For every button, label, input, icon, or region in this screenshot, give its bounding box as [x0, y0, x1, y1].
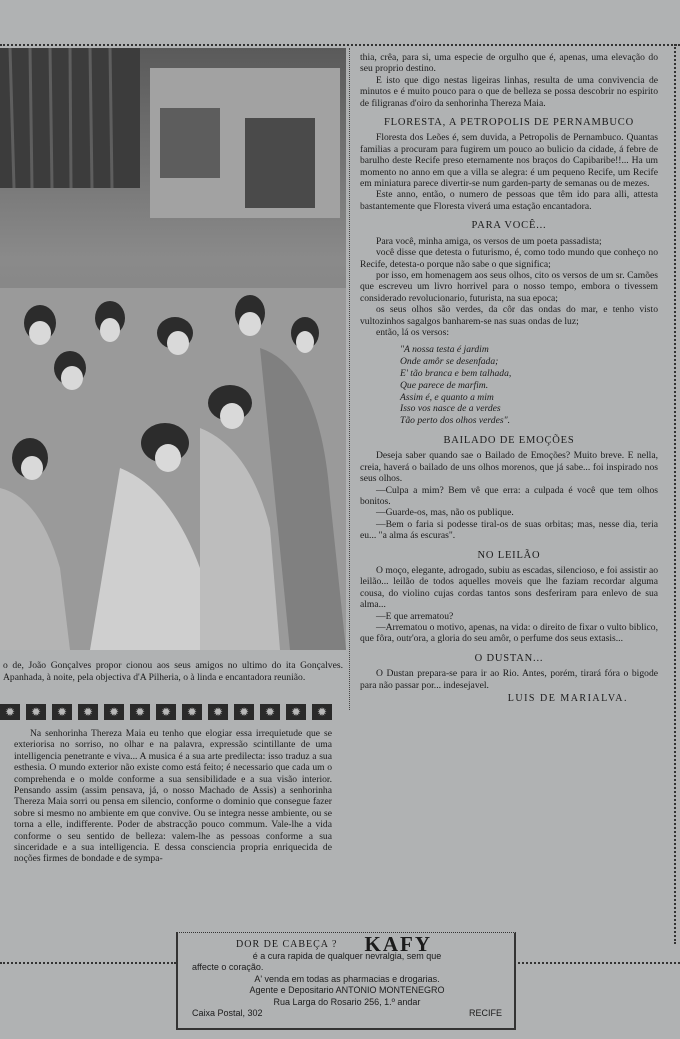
- star-icon: ✹: [234, 704, 254, 720]
- article-paragraph: Para você, minha amiga, os versos de um poeta passadista;: [376, 235, 602, 247]
- right-article-column: [360, 52, 658, 704]
- ad-city: RECIFE: [468, 1008, 502, 1018]
- verse-line: Isso vos nasce de a verdes: [400, 403, 501, 415]
- star-icon: ✹: [104, 704, 124, 720]
- verse-line: Assim é, e quanto a mim: [400, 391, 494, 403]
- star-icon: ✹: [26, 704, 46, 720]
- article-paragraph: os seus olhos são verdes, da côr das ondas do mar, e tenho visto vultozinhos sagalgos banharem-se nas suas ondas de luz;: [360, 304, 658, 327]
- section-heading-dustan: O DUSTAN...: [474, 652, 544, 664]
- article-paragraph: Na senhorinha Thereza Maia eu tenho que elogiar essa irrequietude que se exteriorisa no sorriso, no olhar e na palavra, expressão scintillante de uma intelligencia penetrante e viva... A musica é a sua arte predilecta: isso traduz a sua esthesia. O mundo exterior não existe como está feito; é necessario que cada um o comprehenda e o molde conforme a sua sensibilidade e a sua visão interior. Pensando assim (assim pensava, já, o nosso Machado de Assis) a senhorinha Thereza Maia sorri ou pensa em silencio, conforme o dominio que consegue fazer sobre si mesmo no ambiente em que convive. Ou se integra nesse ambiente, ou se torna a elle, indifferente. Poder de abstracção pouco commum. Vale-lhe a vida conforme o seu sentido de belleza: valem-lhe as pessoas conforme a sua sinceridade e a sua intelligencia. E dessa consciencia propria enriquecida de noções firmes de bondade e de sympa-: [14, 728, 332, 865]
- ad-question: DOR DE CABEÇA ?: [236, 939, 338, 950]
- top-dotted-rule: [0, 44, 680, 46]
- star-icon: ✹: [182, 704, 202, 720]
- ad-text-line: A' venda em todas as pharmacias e drogarias.: [254, 973, 440, 984]
- verse-line: Que parece de marfim.: [400, 379, 489, 391]
- star-icon: ✹: [156, 704, 176, 720]
- ad-text-line: Rua Larga do Rosario 256, 1.º andar: [273, 996, 421, 1007]
- article-paragraph: por isso, em homenagem aos seus olhos, cito os versos de um sr. Camões que escreveu um livro horrivel para o nosso tempo, embora o tivessem considerado revolucionario, futurista, na sua epoca;: [360, 269, 658, 304]
- verse-line: Tão perto dos olhos verdes".: [400, 415, 510, 427]
- ad-text-line: Agente e Depositario ANTONIO MONTENEGRO: [249, 985, 445, 995]
- ad-text-line: é a cura rapida de qualquer nevralgia, sem que: [252, 950, 442, 961]
- article-paragraph: O Dustan prepara-se para ir ao Rio. Antes, porém, tirará fóra o bigode para não passar por... indesejavel.: [360, 668, 658, 691]
- star-icon: ✹: [260, 704, 280, 720]
- ad-footer: [192, 1008, 502, 1020]
- bottom-dotted-rule-right: [518, 962, 680, 964]
- article-paragraph: thia, crêa, para si, uma especie de orgulho que é, apenas, uma elevação do seu proprio destino.: [360, 52, 658, 75]
- star-icon: ✹: [52, 704, 72, 720]
- article-paragraph: Deseja saber quando sae o Bailado de Emoções? Muito breve. E nella, creia, haverá o bailado de uns olhos morenos, que já sabe... foi inspirado nos seus olhos.: [360, 450, 658, 485]
- verse-line: E' tão branca e bem talhada,: [400, 367, 512, 379]
- article-paragraph: —Bem o faria si podesse tiral-os de suas orbitas; mas, nesse dia, teria eu... "a alma ás escuras".: [360, 518, 658, 542]
- article-paragraph: —Culpa a mim? Bem vê que erra: a culpada é você que tem olhos bonitos.: [360, 484, 658, 507]
- right-dotted-rule: [674, 44, 676, 944]
- verse-line: "A nossa testa é jardim: [400, 344, 489, 356]
- section-heading-floresta: FLORESTA, A PETROPOLIS DE PERNAMBUCO: [384, 117, 634, 129]
- author-signature: LUIS DE MARIALVA.: [507, 693, 628, 705]
- star-icon: ✹: [78, 704, 98, 720]
- ad-brand-name: KAFY: [364, 932, 432, 956]
- article-paragraph: —Arrematou o motivo, apenas, na vida: o direito de fixar o vulto biblico, que fôra, outr'ora, a gloria do seu amôr, o perfume dos seus extasis...: [360, 622, 658, 645]
- star-icon: ✹: [130, 704, 150, 720]
- section-heading-bailado: BAILADO DE EMOÇÕES: [443, 434, 575, 446]
- kafy-advertisement: [176, 932, 516, 1030]
- photo-caption: o de, João Gonçalves propor cionou aos seus amigos no ultimo do ita Gonçalves. Apanhada, à noite, pela objectiva d'A Pilheria, o à linda e encantadora reunião.: [3, 660, 343, 683]
- poem-verse: [400, 344, 658, 427]
- section-heading-leilao: NO LEILÃO: [477, 549, 541, 561]
- decorative-star-border: [0, 704, 350, 722]
- ad-text-line: affecte o coração.: [192, 962, 264, 972]
- article-paragraph: Este anno, então, o numero de pessoas que têm ido para alli, attesta bastantemente que Floresta viverá uma estação encantadora.: [360, 189, 658, 212]
- article-paragraph: então, lá os versos:: [376, 326, 450, 338]
- star-icon: ✹: [208, 704, 228, 720]
- article-paragraph: você disse que detesta o futurismo, é, como todo mundo que conheço no Recife, detesta-o porque não sabe o que significa;: [360, 247, 658, 270]
- star-icon: ✹: [0, 704, 20, 720]
- article-paragraph: E isto que digo nestas ligeiras linhas, resulta de uma convivencia de minutos e é muito pouco para o que de belleza se possa descobrir no espirito de filigranas d'oiro da senhorinha Thereza Maia.: [360, 74, 658, 109]
- article-paragraph: —Guarde-os, mas, não os publique.: [376, 507, 514, 519]
- ad-postbox: Caixa Postal, 302: [192, 1008, 263, 1018]
- left-article-column: [14, 728, 332, 865]
- star-icon: ✹: [286, 704, 306, 720]
- verse-line: Onde amôr se desenfada;: [400, 356, 499, 368]
- section-heading-para-voce: PARA VOCÊ...: [471, 220, 547, 232]
- article-paragraph: Floresta dos Leões é, sem duvida, a Petropolis de Pernambuco. Quantas familias a procuram para fugirem um pouco ao bulicio da cidade, á febre de barulho deste Recife preso eternamente nos braços do Capibaribe!!... Ha um momento no anno em que a villa se alegra: é um pequeno Recife, um Recife em miniatura parece divertir-se num garden-party de semanas ou de mezes.: [360, 132, 658, 190]
- column-divider: [349, 48, 350, 710]
- article-paragraph: O moço, elegante, adrogado, subiu as escadas, silencioso, e foi assistir ao leilão... leilão de todos aquelles moveis que lhe faziam recordar alguma cousa, do violino cujas cordas tantos sons desferiram para enlevo de sua alma...: [360, 564, 658, 611]
- group-photograph: [0, 48, 346, 650]
- article-paragraph: —E que arrematou?: [376, 610, 454, 622]
- bottom-dotted-rule-left: [0, 962, 176, 964]
- star-icon: ✹: [312, 704, 332, 720]
